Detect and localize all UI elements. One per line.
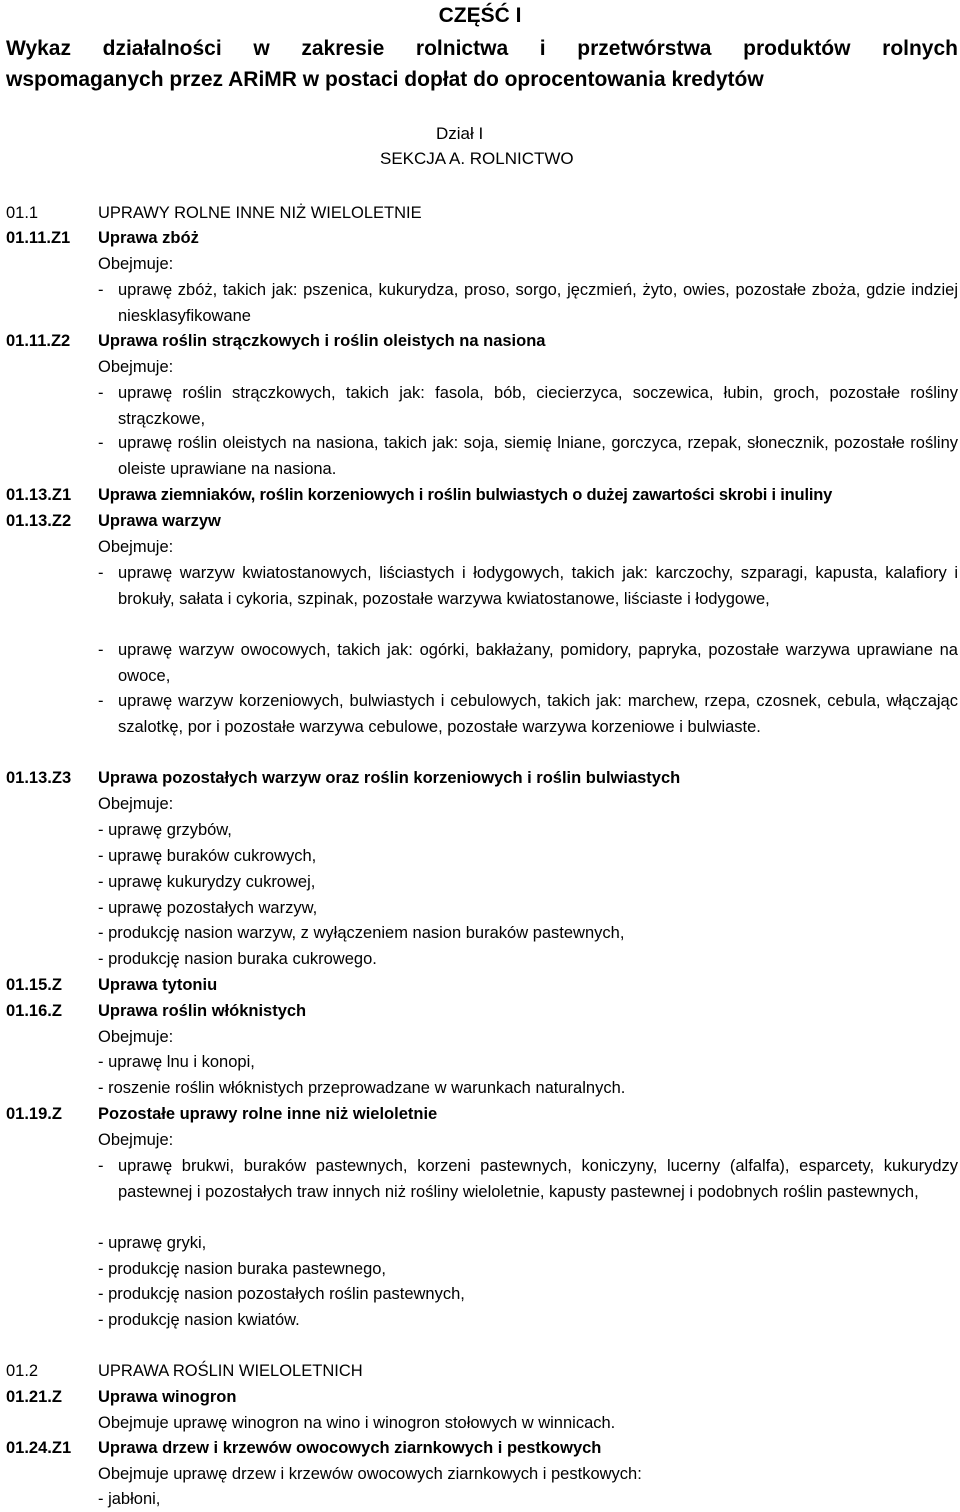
- section-title: Uprawa roślin strączkowych i roślin oleistych na nasiona: [98, 332, 546, 350]
- section-title: Uprawa ziemniaków, roślin korzeniowych i roślin bulwiastych o dużej zawartości skrobi i inuliny: [98, 486, 833, 504]
- obejmuje-text: Obejmuje:: [98, 1028, 174, 1046]
- list-item-text: - produkcję nasion buraka cukrowego.: [98, 950, 377, 968]
- section-code: 01.15.Z: [6, 976, 62, 994]
- document-title-line1: Wykaz działalności w zakresie rolnictwa i przetwórstwa produktów rolnych: [6, 37, 958, 60]
- obejmuje-text: Obejmuje:: [98, 358, 174, 376]
- section-code: 01.21.Z: [6, 1388, 62, 1406]
- obejmuje-text: Obejmuje:: [98, 795, 174, 813]
- section-title: UPRAWY ROLNE INNE NIŻ WIELOLETNIE: [98, 204, 422, 222]
- list-item-text: - uprawę grzybów,: [98, 821, 232, 839]
- document-title: [6, 33, 958, 95]
- dash: -: [98, 1157, 104, 1175]
- list-item-text: uprawę brukwi, buraków pastewnych, korzeni pastewnych, koniczyny, lucerny (alfalfa), esparcety, kukurydzy pastewnej i pozostałych traw innych niż rośliny wieloletnie, kapusty pastewnej i podobnych roślin pastewnych,: [118, 1157, 958, 1201]
- section-title: Uprawa drzew i krzewów owocowych ziarnkowych i pestkowych: [98, 1439, 602, 1457]
- obejmuje-text: Obejmuje:: [98, 255, 174, 273]
- section-code: 01.13.Z3: [6, 769, 72, 787]
- list-item-text: - produkcję nasion kwiatów.: [98, 1311, 300, 1329]
- list-item-text: - produkcję nasion warzyw, z wyłączeniem nasion buraków pastewnych,: [98, 924, 625, 942]
- section-code: 01.13.Z1: [6, 486, 72, 504]
- list-item-text: uprawę warzyw korzeniowych, bulwiastych i cebulowych, takich jak: marchew, rzepa, czosnek, cebula, włączając szalotkę, por i pozostałe warzywa cebulowe, pozostałe warzywa korzeniowe i bulwiaste.: [118, 692, 958, 736]
- list-item-text: uprawę roślin oleistych na nasiona, takich jak: soja, siemię lniane, gorczyca, rzepak, słonecznik, pozostałe rośliny oleiste uprawiane na nasiona.: [118, 434, 958, 478]
- list-item-text: uprawę zbóż, takich jak: pszenica, kukurydza, proso, sorgo, jęczmień, żyto, owies, pozostałe zboża, gdzie indziej niesklasyfikowane: [118, 281, 958, 325]
- list-item-text: - uprawę kukurydzy cukrowej,: [98, 873, 316, 891]
- document-title-line2: wspomaganych przez ARiMR w postaci dopłat do oprocentowania kredytów: [6, 68, 764, 91]
- dash: -: [98, 384, 104, 402]
- section-code: 01.19.Z: [6, 1105, 62, 1123]
- section-title: Uprawa winogron: [98, 1388, 237, 1406]
- section-title: Uprawa pozostałych warzyw oraz roślin korzeniowych i roślin bulwiastych: [98, 769, 681, 787]
- section-title: Uprawa tytoniu: [98, 976, 218, 994]
- dash: -: [98, 281, 104, 299]
- dzial-heading: Dział I: [436, 124, 484, 143]
- description-text: Obejmuje uprawę drzew i krzewów owocowych ziarnkowych i pestkowych:: [98, 1465, 642, 1483]
- list-item-text: - roszenie roślin włóknistych przeprowadzane w warunkach naturalnych.: [98, 1079, 626, 1097]
- list-item-text: - uprawę buraków cukrowych,: [98, 847, 317, 865]
- dash: -: [98, 692, 104, 710]
- section-code: 01.2: [6, 1362, 39, 1380]
- list-item-text: uprawę roślin strączkowych, takich jak: fasola, bób, ciecierzyca, soczewica, łubin, groch, pozostałe rośliny strączkowe,: [118, 384, 958, 428]
- description-text: Obejmuje uprawę winogron na wino i winogron stołowych w winnicach.: [98, 1414, 616, 1432]
- list-item-text: - uprawę lnu i konopi,: [98, 1053, 255, 1071]
- list-item-text: uprawę warzyw kwiatostanowych, liściastych i łodygowych, takich jak: karczochy, szparagi, kapusta, kalafiory i brokuły, sałata i cykoria, szpinak, pozostałe warzywa kwiatostanowe, liściaste i łodygowe,: [118, 564, 958, 608]
- section-code: 01.13.Z2: [6, 512, 72, 530]
- dash: -: [98, 641, 104, 659]
- section-code: 01.16.Z: [6, 1002, 62, 1020]
- section-code: 01.24.Z1: [6, 1439, 72, 1457]
- part-title: CZĘŚĆ I: [438, 4, 522, 27]
- list-item-text: - uprawę pozostałych warzyw,: [98, 899, 318, 917]
- sekcja-heading: SEKCJA A. ROLNICTWO: [380, 149, 574, 168]
- list-item-text: - uprawę gryki,: [98, 1234, 207, 1252]
- section-title: Uprawa warzyw: [98, 512, 221, 530]
- section-code: 01.11.Z2: [6, 332, 71, 350]
- section-code: 01.1: [6, 204, 39, 222]
- dash: -: [98, 434, 104, 452]
- section-title: Uprawa zbóż: [98, 229, 199, 247]
- section-code: 01.11.Z1: [6, 229, 71, 247]
- obejmuje-text: Obejmuje:: [98, 1131, 174, 1149]
- list-item-text: - produkcję nasion pozostałych roślin pastewnych,: [98, 1285, 465, 1303]
- section-title: Pozostałe uprawy rolne inne niż wieloletnie: [98, 1105, 438, 1123]
- obejmuje-text: Obejmuje:: [98, 538, 174, 556]
- section-title: Uprawa roślin włóknistych: [98, 1002, 307, 1020]
- list-item-text: - jabłoni,: [98, 1490, 161, 1508]
- dash: -: [98, 564, 104, 582]
- section-title: UPRAWA ROŚLIN WIELOLETNICH: [98, 1362, 363, 1380]
- list-item-text: - produkcję nasion buraka pastewnego,: [98, 1260, 387, 1278]
- list-item-text: uprawę warzyw owocowych, takich jak: ogórki, bakłażany, pomidory, papryka, pozostałe warzywa uprawiane na owoce,: [118, 641, 958, 685]
